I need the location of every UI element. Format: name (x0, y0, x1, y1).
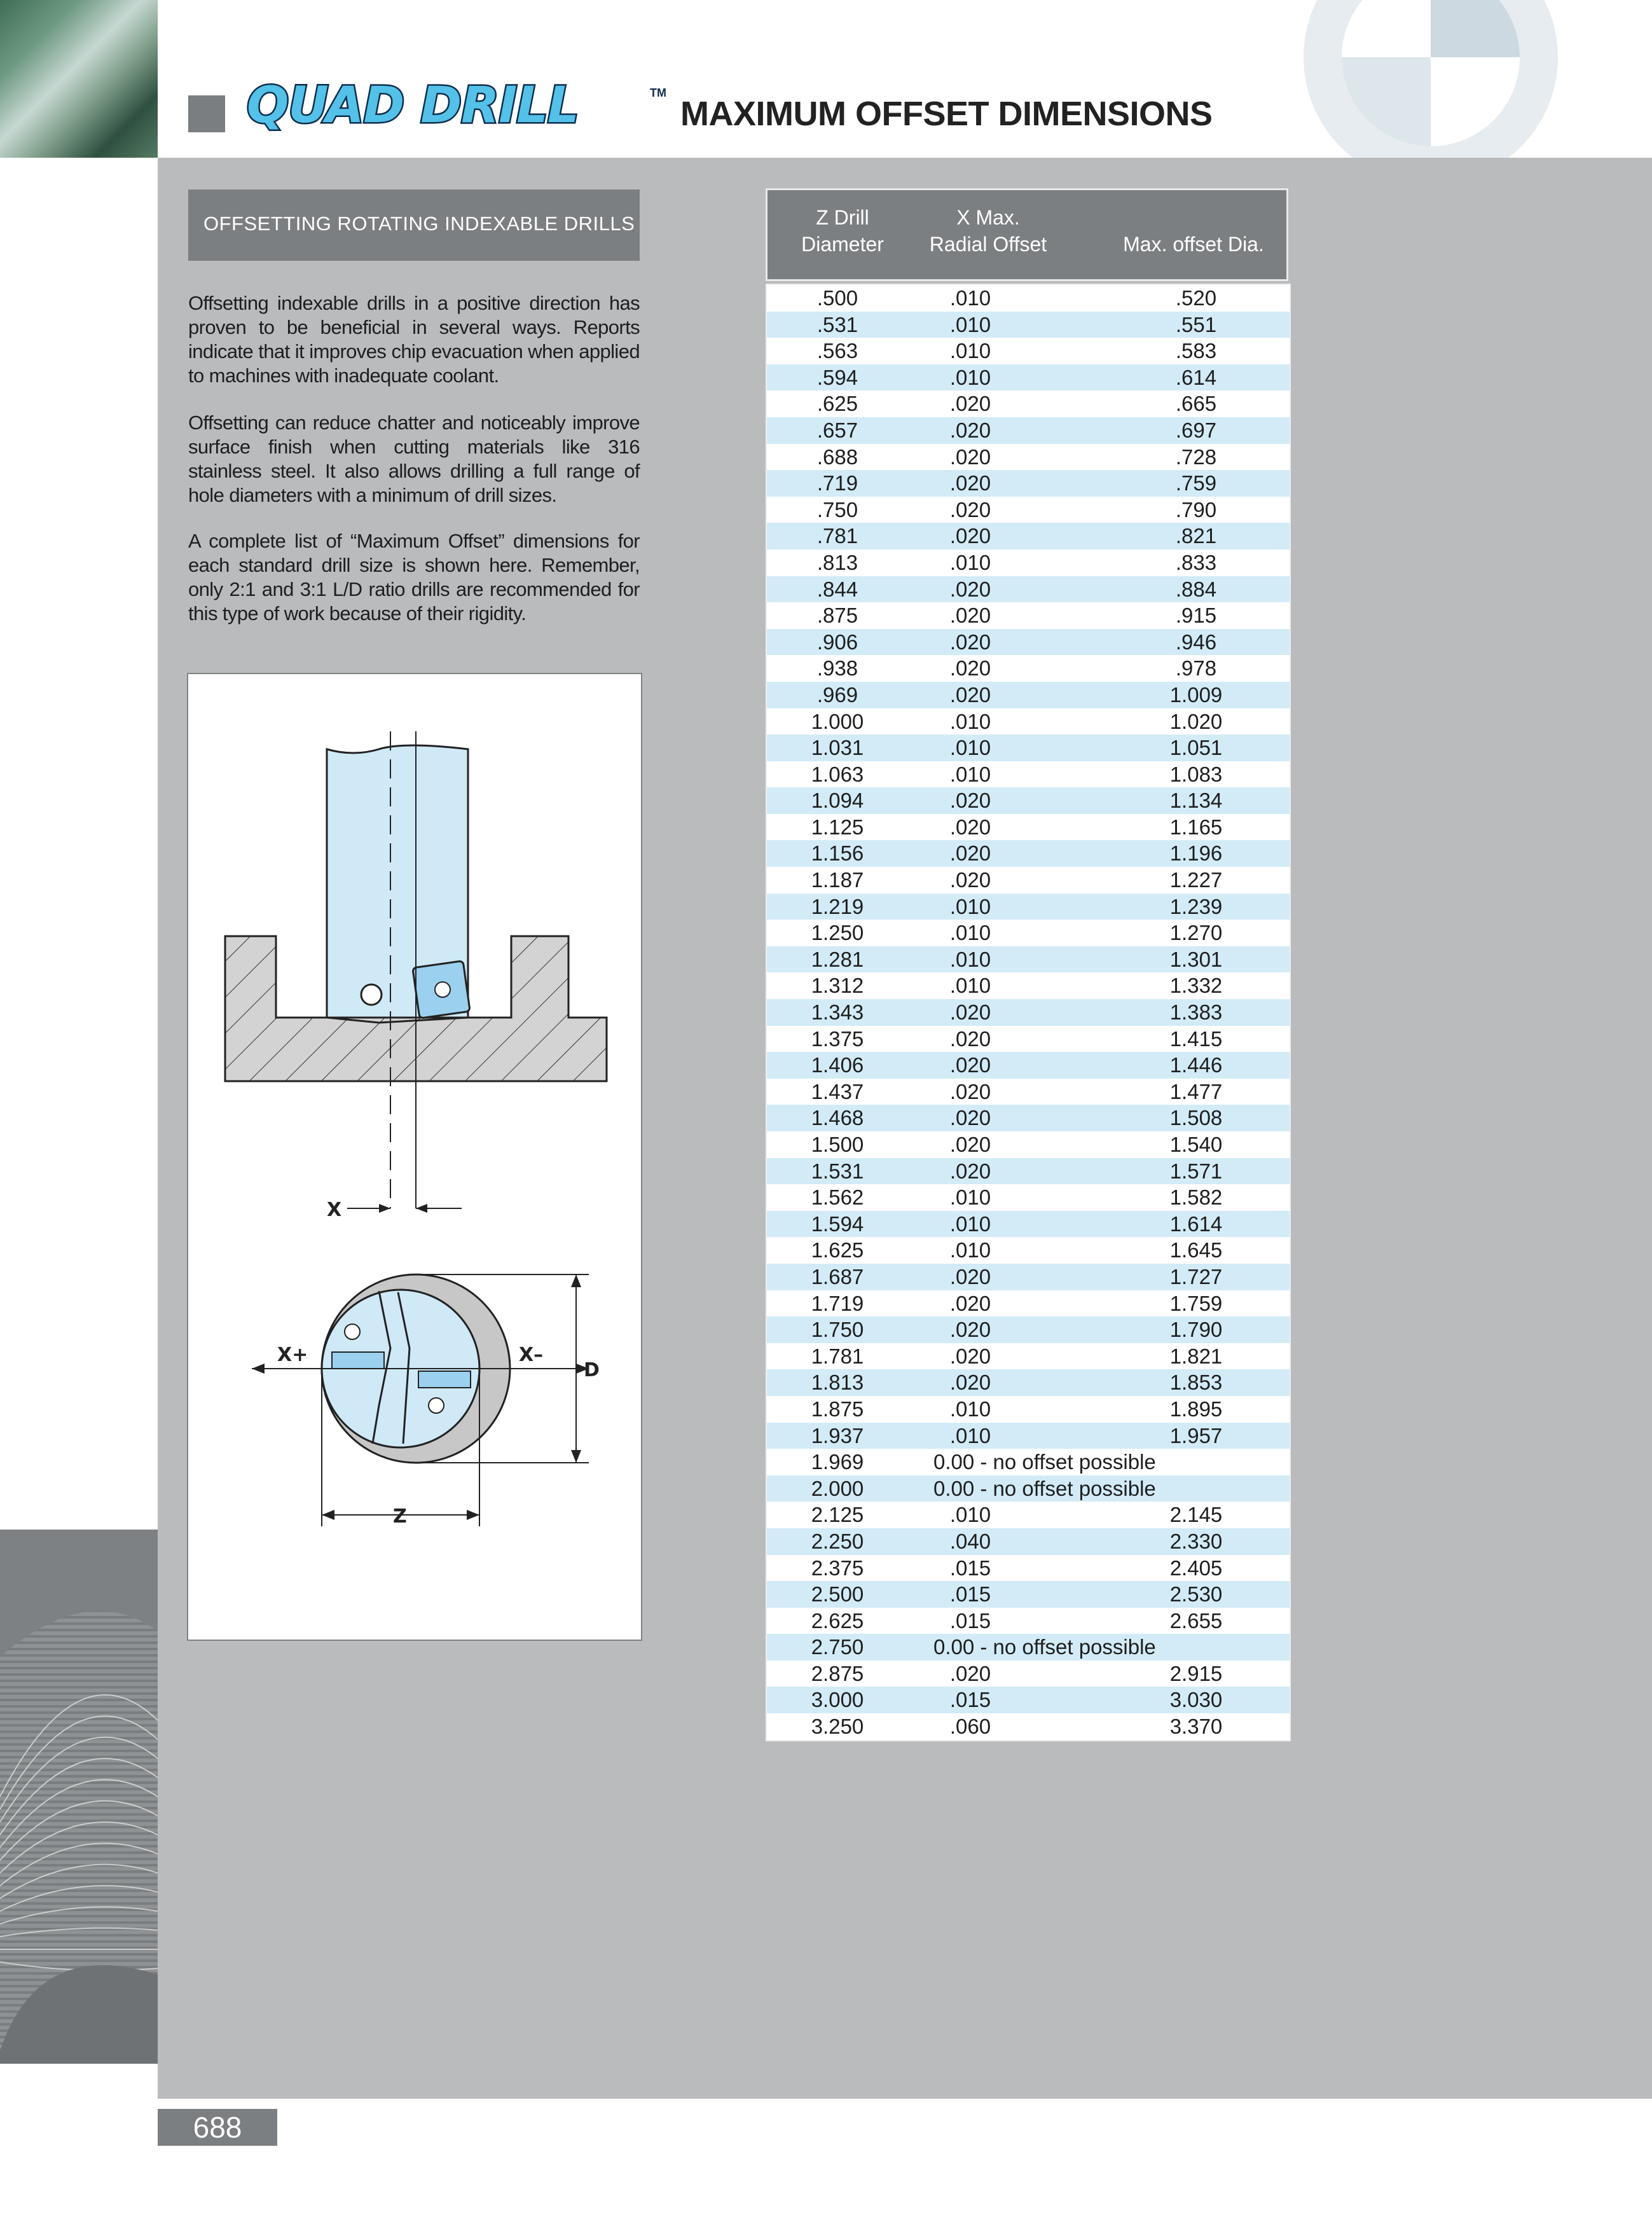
table-row (767, 1264, 1290, 1290)
cell-no-offset-note: 0.00 - no offset possible (933, 1476, 1156, 1500)
cell-z-drill-diameter: 1.375 (811, 1026, 864, 1051)
cell-max-offset-dia: 1.614 (1169, 1212, 1223, 1236)
cell-max-offset-dia: 1.540 (1169, 1133, 1223, 1156)
table-row (767, 840, 1290, 867)
cell-z-drill-diameter: .719 (816, 471, 858, 495)
cell-max-offset-dia: 1.134 (1169, 789, 1223, 813)
cell-z-drill-diameter: .938 (816, 656, 858, 680)
cell-z-drill-diameter: 3.000 (811, 1688, 864, 1712)
cell-max-offset-dia: .583 (1175, 339, 1217, 363)
cell-z-drill-diameter: 1.468 (811, 1106, 864, 1130)
table-row (767, 417, 1290, 444)
cell-x-max-radial-offset: .010 (949, 1185, 991, 1210)
col-header-z-drill-diameter: Z Drill Diameter (801, 206, 884, 256)
table-row (767, 1211, 1290, 1238)
cell-z-drill-diameter: .625 (816, 392, 858, 416)
cell-x-max-radial-offset: .020 (949, 471, 991, 495)
cell-x-max-radial-offset: .020 (949, 815, 991, 839)
table-row (767, 629, 1290, 656)
cell-z-drill-diameter: 1.875 (811, 1397, 864, 1421)
cell-x-max-radial-offset: .010 (949, 312, 991, 336)
cell-x-max-radial-offset: .020 (949, 445, 991, 469)
table-row (767, 1449, 1290, 1475)
table-row (767, 1369, 1290, 1396)
offset-diagram-svg (188, 674, 641, 1640)
cell-z-drill-diameter: 1.531 (811, 1159, 864, 1183)
cell-z-drill-diameter: 2.500 (811, 1582, 864, 1606)
cell-max-offset-dia: 1.957 (1169, 1423, 1223, 1447)
cell-x-max-radial-offset: .010 (949, 1423, 991, 1447)
table-row (767, 1475, 1290, 1502)
table-row (767, 1634, 1290, 1661)
cell-z-drill-diameter: .594 (816, 365, 858, 389)
cell-x-max-radial-offset: .020 (949, 604, 991, 628)
header-square-marker (188, 95, 225, 132)
table-row (767, 1316, 1290, 1343)
table-row (767, 523, 1290, 549)
cell-max-offset-dia: 1.332 (1169, 974, 1223, 998)
cell-max-offset-dia: 1.383 (1169, 1000, 1223, 1025)
paragraph-2: Offsetting can reduce chatter and noticeably improve surface finish when cutting materials like 316 stainless steel. It also allows drilling a full range of hole diameters with a minimum of drill sizes. (188, 411, 640, 506)
table-row (767, 761, 1290, 788)
table-row (767, 470, 1290, 497)
cell-z-drill-diameter: 1.781 (811, 1344, 864, 1368)
cell-x-max-radial-offset: .020 (949, 1026, 991, 1051)
cell-z-drill-diameter: 1.312 (811, 974, 864, 998)
cell-max-offset-dia: 2.530 (1169, 1582, 1223, 1606)
cell-z-drill-diameter: 2.375 (811, 1556, 864, 1580)
header-photo (0, 0, 158, 158)
table-row (767, 1687, 1290, 1713)
table-row (767, 1131, 1290, 1158)
cell-z-drill-diameter: 1.219 (811, 894, 864, 918)
table-row (767, 1105, 1290, 1131)
cell-x-max-radial-offset: .010 (949, 709, 991, 733)
table-row (767, 312, 1290, 338)
cell-z-drill-diameter: .531 (816, 312, 858, 336)
cell-max-offset-dia: 2.405 (1169, 1556, 1223, 1580)
table-row (767, 946, 1290, 973)
section-title: OFFSETTING ROTATING INDEXABLE DRILLS (203, 212, 635, 235)
table-row (767, 1184, 1290, 1211)
cell-z-drill-diameter: 1.406 (811, 1053, 864, 1077)
cell-max-offset-dia: .697 (1175, 418, 1217, 442)
cell-x-max-radial-offset: .015 (949, 1608, 991, 1633)
cell-x-max-radial-offset: .010 (949, 947, 991, 971)
cell-max-offset-dia: 2.330 (1169, 1529, 1223, 1553)
cell-z-drill-diameter: 2.875 (811, 1661, 864, 1685)
cell-z-drill-diameter: .500 (816, 286, 858, 310)
cell-max-offset-dia: 1.895 (1169, 1397, 1223, 1421)
table-row (767, 1079, 1290, 1105)
cell-z-drill-diameter: 2.125 (811, 1503, 864, 1527)
cell-max-offset-dia: .614 (1175, 365, 1217, 389)
page-number: 688 (158, 2109, 277, 2146)
cell-x-max-radial-offset: .020 (949, 1106, 991, 1130)
cell-z-drill-diameter: 1.625 (811, 1238, 864, 1262)
cell-x-max-radial-offset: .020 (949, 1291, 991, 1315)
cell-max-offset-dia: .821 (1175, 524, 1217, 548)
cell-x-max-radial-offset: .020 (949, 630, 991, 654)
cell-max-offset-dia: 3.370 (1169, 1715, 1223, 1739)
cell-max-offset-dia: 1.645 (1169, 1238, 1223, 1262)
quad-drill-logo: QUAD DRILL (247, 77, 579, 134)
cell-z-drill-diameter: 1.562 (811, 1185, 864, 1210)
cell-x-max-radial-offset: .010 (949, 550, 991, 574)
cell-x-max-radial-offset: .020 (949, 868, 991, 892)
cell-max-offset-dia: 1.227 (1169, 868, 1223, 892)
cell-x-max-radial-offset: .010 (949, 762, 991, 786)
cell-z-drill-diameter: .750 (816, 497, 858, 521)
table-row (767, 1555, 1290, 1582)
offset-diagram (187, 673, 642, 1641)
cell-max-offset-dia: .978 (1175, 656, 1217, 680)
cell-x-max-radial-offset: .020 (949, 656, 991, 680)
cell-x-max-radial-offset: .010 (949, 286, 991, 310)
table-row (767, 1396, 1290, 1423)
section-heading-box (188, 190, 640, 261)
col-header-max-offset-dia: Max. offset Dia. (1123, 233, 1264, 256)
offset-table (766, 284, 1291, 1741)
cell-z-drill-diameter: 2.000 (811, 1476, 864, 1500)
cell-max-offset-dia: 1.020 (1169, 709, 1223, 733)
paragraph-1: Offsetting indexable drills in a positive direction has proven to be beneficial in several ways. Reports indicate that it improves chip evacuation when applied to machines with inadequate coolant. (188, 292, 640, 387)
cell-x-max-radial-offset: .010 (949, 736, 991, 760)
cell-max-offset-dia: 1.165 (1169, 815, 1223, 839)
cell-max-offset-dia: 3.030 (1169, 1688, 1223, 1712)
cell-max-offset-dia: .728 (1175, 445, 1217, 469)
cell-max-offset-dia: 1.821 (1169, 1344, 1223, 1368)
cell-max-offset-dia: 1.239 (1169, 894, 1223, 918)
table-row (767, 444, 1290, 471)
cell-max-offset-dia: .665 (1175, 392, 1217, 416)
cell-max-offset-dia: .884 (1175, 577, 1217, 601)
cell-z-drill-diameter: 1.281 (811, 947, 864, 971)
cell-z-drill-diameter: 1.719 (811, 1291, 864, 1315)
cell-z-drill-diameter: .875 (816, 604, 858, 628)
cell-z-drill-diameter: 1.094 (811, 789, 864, 813)
table-row (767, 682, 1290, 708)
table-row (767, 1237, 1290, 1264)
paragraph-3: A complete list of “Maximum Offset” dimensions for each standard drill size is shown here. Remember, only 2:1 and 3:1 L/D ratio drills are recommended for this type of work because of their rigidity. (188, 530, 640, 625)
table-row (767, 735, 1290, 761)
cell-z-drill-diameter: 1.437 (811, 1079, 864, 1103)
table-row (767, 867, 1290, 894)
cell-z-drill-diameter: 1.500 (811, 1133, 864, 1156)
cell-x-max-radial-offset: .020 (949, 1344, 991, 1368)
cell-z-drill-diameter: 1.156 (811, 841, 864, 866)
cell-x-max-radial-offset: .040 (949, 1529, 991, 1553)
offset-table-header (766, 188, 1288, 281)
cell-max-offset-dia: 1.196 (1169, 841, 1223, 866)
cell-max-offset-dia: 1.790 (1169, 1318, 1223, 1342)
cell-z-drill-diameter: 1.969 (811, 1450, 864, 1474)
table-row (767, 338, 1290, 364)
cell-max-offset-dia: 1.083 (1169, 762, 1223, 786)
cell-z-drill-diameter: 1.250 (811, 921, 864, 945)
table-row (767, 920, 1290, 946)
cell-z-drill-diameter: .844 (816, 577, 858, 601)
cell-max-offset-dia: 2.145 (1169, 1503, 1223, 1527)
cell-x-max-radial-offset: .015 (949, 1688, 991, 1712)
cell-x-max-radial-offset: .060 (949, 1715, 991, 1739)
cell-max-offset-dia: 1.301 (1169, 947, 1223, 971)
cell-z-drill-diameter: 2.750 (811, 1635, 864, 1659)
table-row (767, 1026, 1290, 1053)
cell-x-max-radial-offset: .010 (949, 1212, 991, 1236)
table-row (767, 1290, 1290, 1317)
cell-x-max-radial-offset: .020 (949, 1264, 991, 1288)
table-row (767, 999, 1290, 1026)
cell-z-drill-diameter: 3.250 (811, 1715, 864, 1739)
table-row (767, 576, 1290, 603)
cell-x-max-radial-offset: .020 (949, 1661, 991, 1685)
cell-max-offset-dia: .790 (1175, 497, 1217, 521)
cell-max-offset-dia: 2.915 (1169, 1661, 1223, 1685)
table-row (767, 1661, 1290, 1687)
cell-x-max-radial-offset: .010 (949, 365, 991, 389)
table-row (767, 1423, 1290, 1449)
cell-z-drill-diameter: .688 (816, 445, 858, 469)
cell-max-offset-dia: 1.582 (1169, 1185, 1223, 1210)
cell-max-offset-dia: 1.853 (1169, 1371, 1223, 1395)
cell-z-drill-diameter: 1.000 (811, 709, 864, 733)
cell-x-max-radial-offset: .015 (949, 1582, 991, 1606)
cell-x-max-radial-offset: .010 (949, 921, 991, 945)
table-row (767, 972, 1290, 999)
cell-z-drill-diameter: .906 (816, 630, 858, 654)
cell-z-drill-diameter: 1.813 (811, 1371, 864, 1395)
cell-x-max-radial-offset: .010 (949, 974, 991, 998)
table-row (767, 390, 1290, 417)
cell-z-drill-diameter: 1.594 (811, 1212, 864, 1236)
cell-x-max-radial-offset: .010 (949, 1238, 991, 1262)
cell-max-offset-dia: 1.571 (1169, 1159, 1223, 1183)
cell-max-offset-dia: .833 (1175, 550, 1217, 574)
cell-max-offset-dia: 1.415 (1169, 1026, 1223, 1051)
cell-max-offset-dia: .759 (1175, 471, 1217, 495)
table-row (767, 497, 1290, 523)
cell-max-offset-dia: .520 (1175, 286, 1217, 310)
table-row (767, 894, 1290, 920)
cell-z-drill-diameter: 1.031 (811, 736, 864, 760)
cell-max-offset-dia: 2.655 (1169, 1608, 1223, 1633)
cell-x-max-radial-offset: .020 (949, 1000, 991, 1025)
table-row (767, 1052, 1290, 1079)
table-row (767, 1502, 1290, 1528)
col-header-x-max-radial-offset: X Max. Radial Offset (929, 206, 1047, 256)
cell-x-max-radial-offset: .010 (949, 1397, 991, 1421)
table-row (767, 1158, 1290, 1185)
table-row (767, 1581, 1290, 1608)
cell-x-max-radial-offset: .020 (949, 392, 991, 416)
cell-x-max-radial-offset: .020 (949, 497, 991, 521)
table-row (767, 1343, 1290, 1370)
cell-z-drill-diameter: .563 (816, 339, 858, 363)
cell-max-offset-dia: 1.270 (1169, 921, 1223, 945)
table-row (767, 602, 1290, 629)
table-row (767, 364, 1290, 391)
page-title: MAXIMUM OFFSET DIMENSIONS (680, 95, 1213, 133)
cell-z-drill-diameter: 1.750 (811, 1318, 864, 1342)
cell-z-drill-diameter: 2.625 (811, 1608, 864, 1633)
cell-max-offset-dia: 1.727 (1169, 1264, 1223, 1288)
cell-x-max-radial-offset: .020 (949, 1318, 991, 1342)
cell-max-offset-dia: 1.508 (1169, 1106, 1223, 1130)
cell-max-offset-dia: 1.446 (1169, 1053, 1223, 1077)
table-row (767, 285, 1290, 312)
cell-z-drill-diameter: 1.125 (811, 815, 864, 839)
trademark-mark: TM (650, 86, 666, 99)
label-d: D (584, 1359, 600, 1381)
table-row (767, 787, 1290, 814)
cell-x-max-radial-offset: .010 (949, 894, 991, 918)
cell-x-max-radial-offset: .020 (949, 1133, 991, 1156)
cell-x-max-radial-offset: .015 (949, 1556, 991, 1580)
cell-x-max-radial-offset: .020 (949, 1079, 991, 1103)
cell-z-drill-diameter: .813 (816, 550, 858, 574)
label-x-plus: X+ (277, 1344, 308, 1366)
cell-max-offset-dia: .946 (1175, 630, 1217, 654)
table-row (767, 708, 1290, 735)
cell-x-max-radial-offset: .020 (949, 577, 991, 601)
cell-x-max-radial-offset: .020 (949, 682, 991, 707)
table-row (767, 655, 1290, 682)
cell-z-drill-diameter: .969 (816, 682, 858, 707)
cell-z-drill-diameter: 1.687 (811, 1264, 864, 1288)
cell-x-max-radial-offset: .020 (949, 1159, 991, 1183)
cell-no-offset-note: 0.00 - no offset possible (933, 1635, 1156, 1659)
cell-x-max-radial-offset: .020 (949, 841, 991, 866)
cell-x-max-radial-offset: .010 (949, 339, 991, 363)
cell-z-drill-diameter: .781 (816, 524, 858, 548)
table-row (767, 1528, 1290, 1555)
cell-x-max-radial-offset: .020 (949, 789, 991, 813)
cell-max-offset-dia: 1.009 (1169, 682, 1223, 707)
cell-max-offset-dia: .551 (1175, 312, 1217, 336)
cell-x-max-radial-offset: .020 (949, 524, 991, 548)
cell-z-drill-diameter: 1.187 (811, 868, 864, 892)
cell-z-drill-diameter: 1.343 (811, 1000, 864, 1025)
table-row (767, 1608, 1290, 1634)
cell-z-drill-diameter: 1.063 (811, 762, 864, 786)
cell-max-offset-dia: 1.759 (1169, 1291, 1223, 1315)
cell-max-offset-dia: .915 (1175, 604, 1217, 628)
label-x-minus: X– (519, 1344, 544, 1366)
cell-x-max-radial-offset: .010 (949, 1503, 991, 1527)
decorative-wave-pattern (0, 1530, 158, 2064)
table-row (767, 1713, 1290, 1740)
cell-x-max-radial-offset: .020 (949, 1371, 991, 1395)
cell-x-max-radial-offset: .020 (949, 1053, 991, 1077)
table-row (767, 814, 1290, 841)
cell-max-offset-dia: 1.051 (1169, 736, 1223, 760)
cell-z-drill-diameter: 2.250 (811, 1529, 864, 1553)
cell-x-max-radial-offset: .020 (949, 418, 991, 442)
cell-z-drill-diameter: .657 (816, 418, 858, 442)
cell-z-drill-diameter: 1.937 (811, 1423, 864, 1447)
table-row (767, 549, 1290, 576)
cell-no-offset-note: 0.00 - no offset possible (933, 1450, 1156, 1474)
cell-max-offset-dia: 1.477 (1169, 1079, 1223, 1103)
label-z: Z (393, 1505, 407, 1528)
label-x: X (327, 1199, 342, 1221)
